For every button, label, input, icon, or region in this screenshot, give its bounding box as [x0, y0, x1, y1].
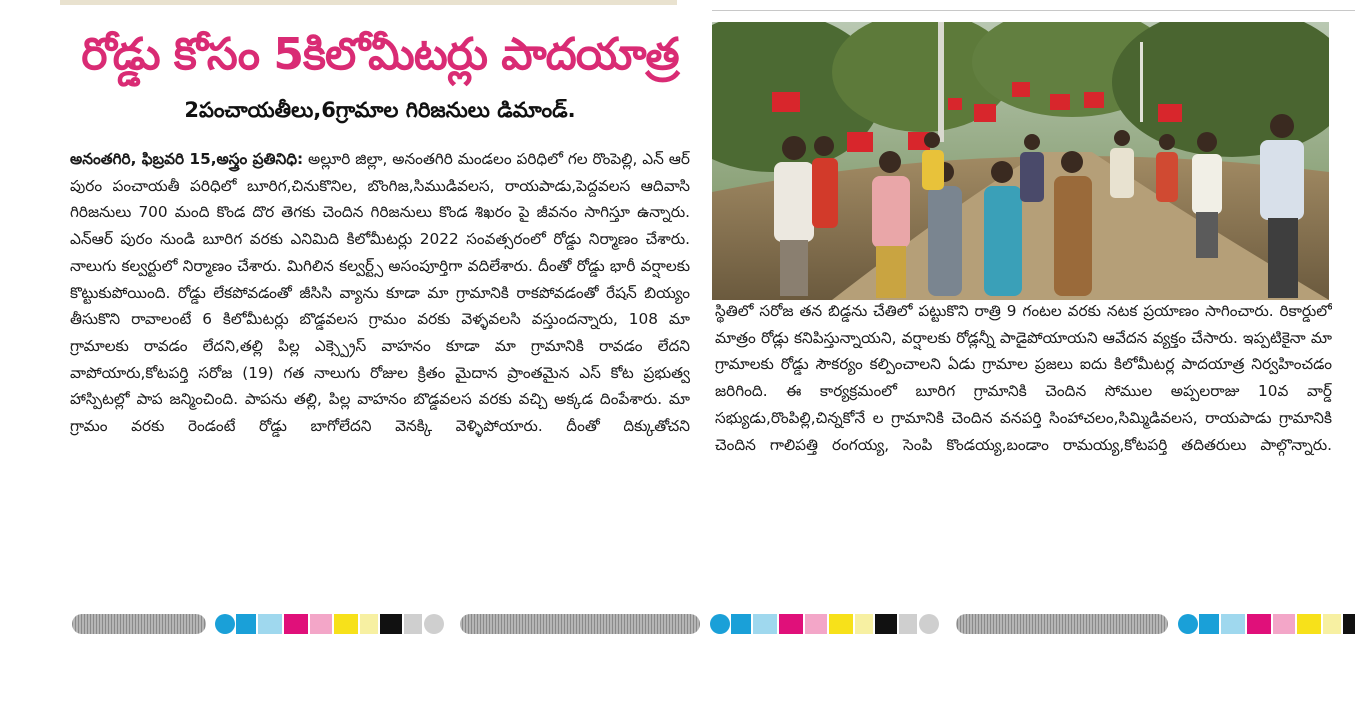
- subheadline: 2పంచాయతీలు,6గ్రామాల గిరిజనులు డిమాండ్.: [184, 98, 576, 122]
- dateline: అనంతగిరి, ఫిబ్రవరి 15,అస్త్రం ప్రతినిధి:: [70, 150, 304, 168]
- headline: రోడ్డు కోసం 5కిలోమీటర్లు పాదయాత్ర: [81, 29, 679, 80]
- news-photo: [712, 22, 1329, 300]
- body-text-left: అల్లూరి జిల్లా, అనంతగిరి మండలం పరిధిలో గల రొంపెల్లి, ఎన్ ఆర్ పురం పంచాయతీ పరిధిలో బూరిగ,చినుకొనిల, బొంగిజ,సిముడివలస, రాయపాడు,పెద్దవలస ఆదివాసి గిరిజనులు 700 మంది కొండ దొర తెగకు చెందిన గిరిజనులు కొండ శిఖరం పై జీవనం సాగిస్తూ ఉన్నారు. ఎన్ఆర్ పురం నుండి బూరిగ వరకు ఎనిమిది కిలోమీటర్లు 2022 సంవత్సరంలో రోడ్డు నిర్మాణం చేశారు. నాలుగు కల్వర్టులో నిర్మాణం చేశారు. మిగిలిన కల్వర్ట్స్ అసంపూర్తిగా వదిలేశారు. దీంతో రోడ్డు భారీ వర్షాలకు కొట్టుకుపోయింది. రోడ్డు లేకపోవడంతో జీసిసి వ్యాను కూడా మా గ్రామానికి రాకపోవడంతో రేషన్ బియ్యం తీసుకొని రావాలంటే 6 కిలోమీటర్లు బొడ్డవలస గ్రామం వరకు వెళ్ళవలసి వస్తుందన్నారు, 108 మా గ్రామాలకు రావడం లేదని,తల్లి పిల్ల ఎక్స్ప్రెస్ వాహనం కూడా మా గ్రామానికి రావడం లేదని వాపోయారు,కోటపర్తి సరోజ (19) గత నాలుగు రోజుల క్రితం మైదాన ప్రాంతమైన ఎస్ కోట ప్రభుత్వ హాస్పిటల్లో పాప జన్మించింది. పాపను తల్లి, పిల్ల వాహనం బొడ్డవలస వరకు వచ్చి అక్కడ దింపేశారు. మా గ్రామం వరకు రెండంటే రోడ్డు బాగోలేదని వెనక్కి వెళ్ళిపోయారు. దీంతో దిక్కుతోచని: [70, 150, 690, 436]
- top-rule: [712, 10, 1355, 11]
- article-column-left: [70, 146, 690, 611]
- article-column-right: [715, 298, 1332, 588]
- photo-illustration: [712, 22, 1329, 300]
- color-registration-strip: [72, 612, 1355, 636]
- body-text-right: స్థితిలో సరోజ తన బిడ్డను చేతిలో పట్టుకొని రాత్రి 9 గంటల వరకు నటక ప్రయాణం సాగించారు. రికార్డులో మాత్రం రోడ్లు కనిపిస్తున్నాయని, వర్షాలకు రోడ్లన్నీ పాడైపోయాయని ఆవేదన వ్యక్తం చేసారు. ఇప్పటికైనా మా గ్రామాలకు రోడ్డు సౌకర్యం కల్పించాలని ఏడు గ్రామాల ప్రజలు ఐదు కిలోమీటర్ల పాదయాత్ర నిర్వహించడం జరిగింది. ఈ కార్యక్రమంలో బూరిగ గ్రామానికి చెందిన సోముల అప్పలరాజు 10వ వార్డ్ సభ్యుడు,రొంపిల్లి,చిన్నకోనే ల గ్రామానికి చెందిన వనపర్తి సింహాచలం,సిమ్మిడివలస, రాయపాడు గ్రామానికి చెందిన గాలిపత్తి రంగయ్య, సెంపి కొండయ్య,బండాం రామయ్య,కోటపర్తి తదితరులు పాల్గొన్నారు.: [715, 302, 1332, 454]
- top-decorative-band: [60, 0, 677, 5]
- print-color-bar: [72, 612, 1355, 636]
